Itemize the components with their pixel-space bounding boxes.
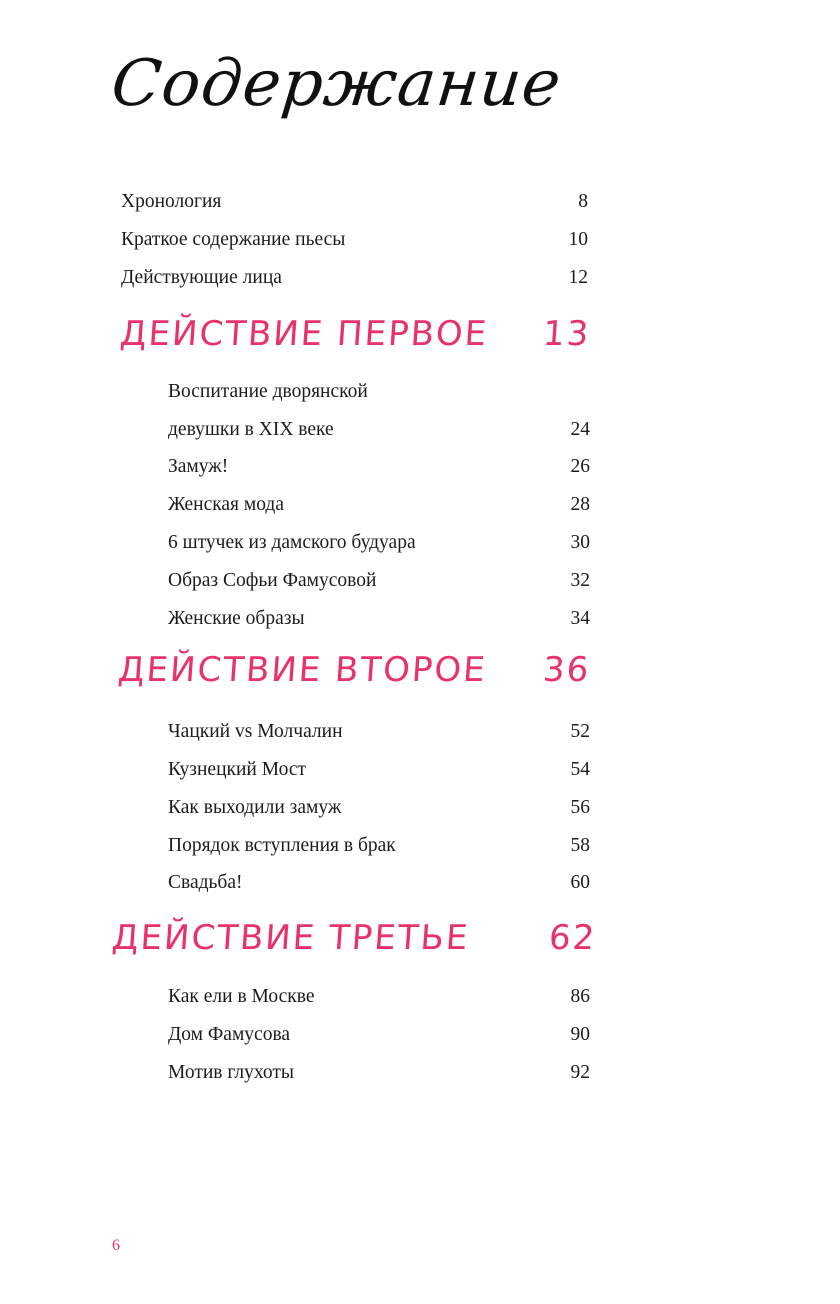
act-heading-label: ДЕЙСТВИЕ ВТОРОЕ bbox=[116, 650, 489, 690]
toc-entry-page: 28 bbox=[570, 494, 590, 515]
toc-entry-label: Краткое содержание пьесы bbox=[121, 229, 346, 250]
toc-entry-page: 30 bbox=[570, 532, 590, 553]
toc-entry-label: Дом Фамусова bbox=[168, 1024, 291, 1045]
toc-entry-page: 56 bbox=[570, 797, 590, 818]
act-heading-page: 36 bbox=[541, 650, 592, 690]
toc-entry-label: Как выходили замуж bbox=[168, 797, 342, 818]
toc-entry-label: Чацкий vs Молчалин bbox=[168, 721, 343, 742]
toc-entry-label: Свадьба! bbox=[168, 872, 243, 893]
toc-entry-page: 8 bbox=[578, 191, 588, 212]
toc-entry-page: 92 bbox=[570, 1062, 590, 1083]
toc-entry-label: Воспитание дворянской bbox=[168, 381, 368, 402]
toc-entry-label: Кузнецкий Мост bbox=[168, 759, 307, 780]
toc-entry-page: 60 bbox=[570, 872, 590, 893]
toc-entry-page: 54 bbox=[570, 759, 590, 780]
toc-entry-label: Действующие лица bbox=[121, 267, 282, 288]
toc-entry-label: Женская мода bbox=[168, 494, 285, 515]
toc-entry-page: 12 bbox=[568, 267, 588, 288]
toc-entry-label: Хронология bbox=[121, 191, 222, 212]
toc-entry-page: 10 bbox=[568, 229, 588, 250]
toc-entry-label: Порядок вступления в брак bbox=[168, 835, 396, 856]
page-title: Содержание bbox=[108, 47, 565, 121]
act-heading-page: 13 bbox=[541, 314, 592, 354]
act-heading-label: ДЕЙСТВИЕ ТРЕТЬЕ bbox=[110, 918, 471, 958]
toc-entry-label: 6 штучек из дамского будуара bbox=[168, 532, 416, 553]
toc-entry-page: 58 bbox=[570, 835, 590, 856]
toc-entry-page: 32 bbox=[570, 570, 590, 591]
toc-entry-page: 86 bbox=[570, 986, 590, 1007]
toc-entry-page: 90 bbox=[570, 1024, 590, 1045]
toc-entry-label: Замуж! bbox=[168, 456, 229, 477]
toc-entry-label: Мотив глухоты bbox=[168, 1062, 294, 1083]
toc-entry-label: девушки в XIX веке bbox=[168, 419, 334, 440]
toc-entry-label: Женские образы bbox=[168, 608, 305, 629]
act-heading-label: ДЕЙСТВИЕ ПЕРВОЕ bbox=[118, 314, 490, 354]
act-heading-page: 62 bbox=[547, 918, 598, 958]
toc-entry-page: 34 bbox=[570, 608, 590, 629]
toc-entry-label: Как ели в Москве bbox=[168, 986, 315, 1007]
toc-entry-page: 52 bbox=[570, 721, 590, 742]
toc-entry-page: 26 bbox=[570, 456, 590, 477]
toc-entry-label: Образ Софьи Фамусовой bbox=[168, 570, 377, 591]
toc-entry-page: 24 bbox=[570, 419, 590, 440]
page-number: 6 bbox=[112, 1237, 120, 1254]
